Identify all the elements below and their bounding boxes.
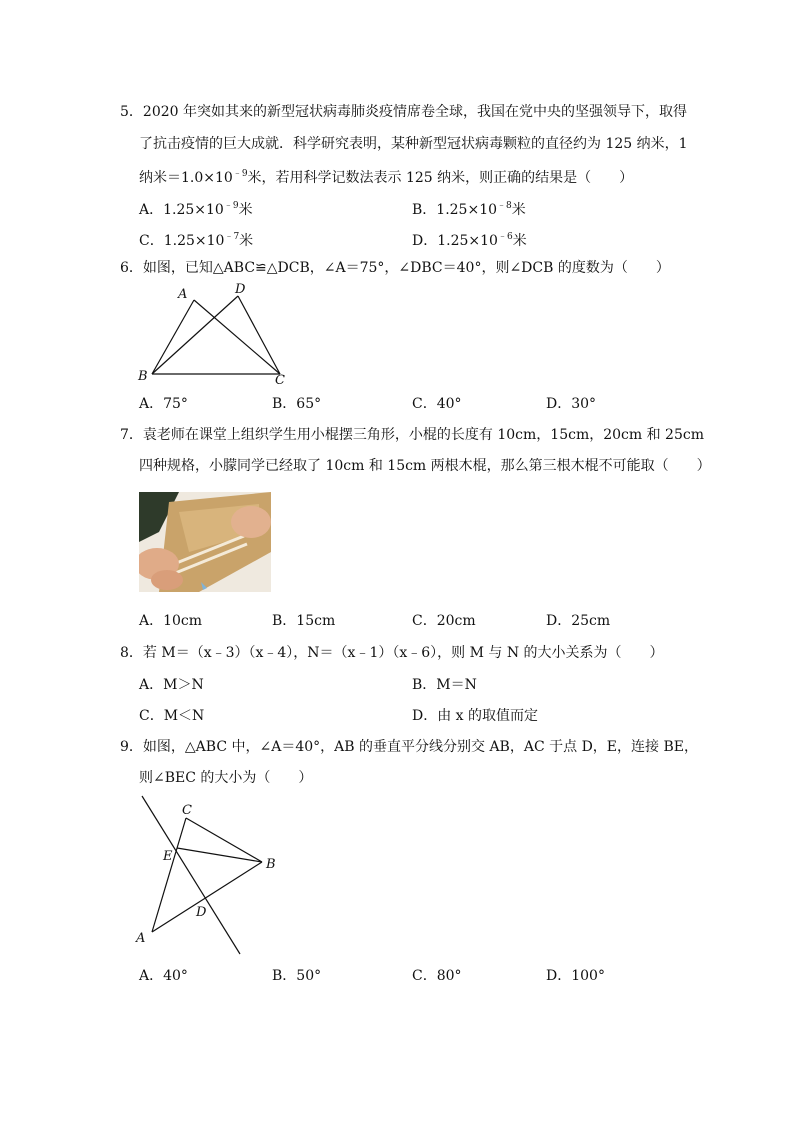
- q8-line1: 8．若 M＝（x﹣3）（x﹣4），N＝（x﹣1）（x﹣6），则 M 与 N 的大小关系为（ ）: [120, 645, 664, 661]
- q6-option-c: C．40°: [412, 396, 462, 412]
- q6-label-b: B: [138, 369, 148, 384]
- q5-option-d: D．$1.25\times 10^{﹣6}$米: [412, 232, 527, 249]
- q8-option-d: D．由 x 的取值而定: [412, 708, 539, 724]
- q5-option-c: C．$1.25\times 10^{﹣7}$米: [139, 232, 254, 249]
- q9-segment-ac: [152, 818, 186, 932]
- q7-option-b: B．15cm: [272, 613, 336, 629]
- q7-line1: 7．袁老师在课堂上组织学生用小棍摆三角形，小棍的长度有 10cm，15cm，20cm 和 25cm: [120, 427, 704, 443]
- q5-line3: 纳米$=1.0\times 10^{﹣9}$米，若用科学记数法表示 125 纳米，则正确的结果是（ ）: [139, 169, 634, 186]
- q7-line2: 四种规格，小朦同学已经取了 10cm 和 15cm 两根木棍，那么第三根木棍不可能取（ ）: [139, 458, 711, 474]
- q7-option-a: A．10cm: [139, 613, 203, 629]
- q8-option-b: B．M＝N: [412, 677, 477, 693]
- q6-label-d: D: [235, 282, 246, 297]
- q7-photo-drawing: [139, 492, 271, 592]
- q6-segment-ba: [152, 300, 194, 374]
- q9-line1: 9．如图，△ABC 中，∠A＝40°，AB 的垂直平分线分别交 AB，AC 于点 D，E，连接 BE，: [120, 739, 698, 755]
- q6-label-a: A: [178, 287, 188, 302]
- q6-triangle-figure: [132, 280, 302, 388]
- q9-option-a: A．40°: [139, 968, 188, 984]
- q9-label-b: B: [266, 857, 276, 872]
- q5-line2: 了抗击疫情的巨大成就．科学研究表明，某种新型冠状病毒颗粒的直径约为 125 纳米，1: [139, 136, 688, 152]
- q6-option-b: B．65°: [272, 396, 322, 412]
- q9-option-c: C．80°: [412, 968, 462, 984]
- q5-option-a: A．$1.25\times 10^{﹣9}$米: [139, 201, 253, 218]
- q6-segment-dc: [238, 296, 280, 374]
- q5-line1: 5．2020 年突如其来的新型冠状病毒肺炎疫情席卷全球，我国在党中央的坚强领导下，取得: [120, 104, 687, 120]
- q7-option-d: D．25cm: [546, 613, 611, 629]
- q9-label-e: E: [163, 849, 173, 864]
- q9-label-d: D: [196, 905, 207, 920]
- q9-triangle-figure: [130, 792, 290, 958]
- q9-label-c: C: [182, 803, 192, 818]
- q9-line2: 则∠BEC 的大小为（ ）: [139, 770, 313, 786]
- q6-segment-bd: [152, 296, 238, 374]
- q8-option-a: A．M＞N: [139, 677, 204, 693]
- q9-perpendicular-bisector: [142, 796, 240, 954]
- q8-option-c: C．M＜N: [139, 708, 205, 724]
- q6-option-d: D．30°: [546, 396, 597, 412]
- q6-option-a: A．75°: [139, 396, 188, 412]
- q5-option-b: B．$1.25\times 10^{﹣8}$米: [412, 201, 526, 218]
- q9-segment-ba: [152, 862, 262, 932]
- q7-option-c: C．20cm: [412, 613, 476, 629]
- q9-option-b: B．50°: [272, 968, 322, 984]
- q6-label-c: C: [275, 373, 285, 388]
- q6-segment-ac: [194, 300, 280, 374]
- q6-line1: 6．如图，已知△ABC≌△DCB，∠A＝75°，∠DBC＝40°，则∠DCB 的度数为（ ）: [120, 260, 670, 276]
- q9-label-a: A: [136, 931, 146, 946]
- q9-option-d: D．100°: [546, 968, 605, 984]
- q7-sticks-photo: [139, 492, 271, 592]
